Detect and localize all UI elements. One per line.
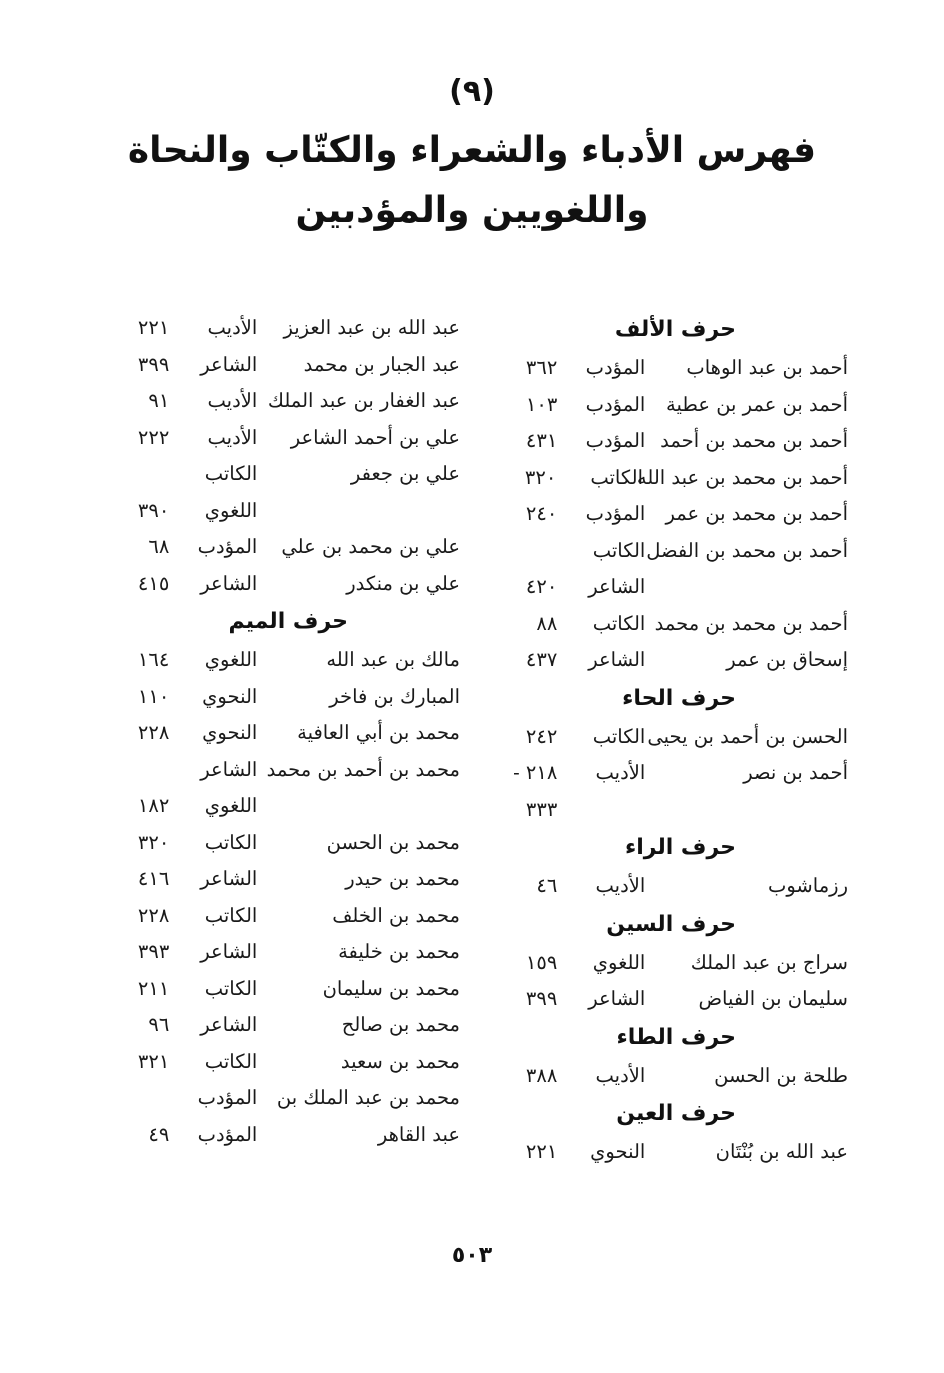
entry-name: عبد الله بن بُنْتَان	[715, 1140, 848, 1163]
entry-name: أحمد بن محمد بن محمد	[654, 611, 848, 635]
entry-name: محمد بن خليفة	[338, 940, 460, 963]
entry-name: أحمد بن عبد الوهاب	[686, 356, 848, 379]
entry-name: رزماشوب	[768, 874, 848, 897]
index-entry	[110, 971, 460, 1008]
entry-role: الشاعر	[200, 940, 258, 963]
index-entry	[110, 825, 460, 862]
entry-role: اللغوي	[204, 498, 258, 522]
entry-role: المؤدب	[585, 502, 646, 525]
entry-role: الأديب	[595, 1063, 646, 1087]
entry-name: أحمد بن محمد بن أحمد	[660, 429, 848, 452]
entry-role: النحوي	[202, 684, 258, 708]
index-entry	[498, 460, 848, 497]
index-entry	[498, 755, 848, 792]
entry-page-ref: ٩٦	[148, 1013, 170, 1036]
entry-role: الشاعر	[588, 648, 646, 671]
entry-role: المؤدب	[197, 1122, 258, 1146]
entry-role: الشاعر	[200, 352, 258, 376]
entry-role: اللغوي	[204, 794, 258, 817]
entry-page-ref: ٢٢٢	[137, 425, 170, 449]
entry-role: الشاعر	[200, 757, 258, 781]
entry-role: الكاتب	[204, 903, 258, 927]
index-entry	[498, 868, 848, 905]
index-entry	[110, 420, 460, 457]
index-entry	[498, 1134, 848, 1171]
entry-page-ref: ٦٨	[148, 535, 170, 558]
index-entry	[110, 566, 460, 603]
entry-page-ref: ٣٢٠	[524, 465, 557, 489]
entry-page-ref: ٤٢٠	[525, 575, 558, 598]
letter-section-heading: حرف الألف	[614, 317, 736, 342]
index-entry	[498, 981, 848, 1018]
entry-page-ref: ٣٢١	[137, 1049, 170, 1073]
index-entry	[110, 1117, 460, 1154]
entry-role: اللغوي	[204, 648, 258, 671]
letter-section-heading: حرف الراء	[624, 835, 736, 860]
page-title-line-1: فهرس الأدباء والشعراء والكتّاب والنحاة	[127, 130, 817, 171]
entry-name: محمد بن سليمان	[322, 976, 460, 1000]
entry-page-ref: ٣٩٩	[525, 987, 558, 1010]
entry-page-ref: ٤٩	[148, 1122, 170, 1146]
entry-role: المؤدب	[197, 1086, 258, 1109]
index-entry	[110, 1007, 460, 1044]
index-entry	[110, 1080, 460, 1117]
entry-name: سليمان بن الفياض	[698, 987, 848, 1010]
entry-name: أحمد بن عمر بن عطية	[666, 392, 848, 416]
index-entry	[498, 642, 848, 679]
entry-page-ref: ٣٩٩	[137, 352, 170, 376]
index-entry	[498, 569, 848, 606]
entry-name: علي بن أحمد الشاعر	[290, 425, 460, 449]
index-entry	[498, 423, 848, 460]
entry-role: الشاعر	[200, 1013, 258, 1036]
index-entry	[498, 1058, 848, 1095]
entry-name: محمد بن صالح	[341, 1013, 460, 1036]
entry-role: المؤدب	[197, 535, 258, 558]
index-entry	[498, 387, 848, 424]
entry-role: الكاتب	[592, 724, 646, 748]
entry-role: الشاعر	[200, 867, 258, 890]
index-entry	[110, 861, 460, 898]
index-entry	[498, 350, 848, 387]
entry-name: محمد بن أبي العافية	[297, 721, 460, 744]
entry-role: الكاتب	[204, 462, 258, 485]
entry-name: أحمد بن محمد بن عمر	[665, 502, 848, 525]
letter-section-heading: حرف الطاء	[616, 1024, 736, 1050]
page-title-line-2: واللغويين والمؤدبين	[295, 190, 649, 231]
entry-role: الكاتب	[592, 611, 646, 635]
entry-name: محمد بن أحمد بن محمد	[266, 757, 460, 781]
section-number: (٩)	[449, 74, 495, 109]
entry-name: محمد بن سعيد	[340, 1049, 460, 1073]
entry-page-ref: ٢٢٨	[137, 903, 170, 927]
entry-role: الأديب	[595, 761, 646, 784]
entry-role: الأديب	[207, 389, 258, 412]
index-entry	[110, 456, 460, 493]
entry-page-ref: ١٨٢	[137, 794, 170, 817]
entry-role: الأديب	[595, 874, 646, 897]
entry-role: الشاعر	[588, 987, 646, 1010]
entry-name: عبد القاهر	[377, 1122, 460, 1146]
entry-name: محمد بن الحسن	[326, 830, 460, 854]
letter-section-heading: حرف الحاء	[622, 685, 736, 711]
entry-page-ref: ٢١٨ -	[513, 761, 558, 784]
entry-page-ref: ١١٠	[137, 684, 170, 708]
index-entry	[110, 529, 460, 566]
index-entry	[110, 679, 460, 716]
index-entry	[498, 533, 848, 570]
index-entry	[110, 347, 460, 384]
entry-page-ref: ٢١١	[137, 976, 170, 1000]
index-entry	[110, 715, 460, 752]
entry-name	[645, 569, 848, 606]
entry-role: النحوي	[202, 721, 258, 744]
entry-page-ref: ٣٦٢	[525, 356, 558, 379]
entry-page-ref	[110, 1080, 173, 1117]
index-entry	[498, 792, 848, 829]
index-entry	[498, 719, 848, 756]
entry-page-ref: ٢٢١	[137, 316, 170, 339]
entry-page-ref: ٣٣٣	[525, 797, 558, 821]
entry-role: النحوي	[590, 1140, 646, 1163]
entry-role: المؤدب	[585, 392, 646, 416]
entry-page-ref: ٤٣٧	[525, 648, 558, 671]
entry-name: محمد بن الخلف	[332, 903, 460, 927]
entry-page-ref	[498, 533, 561, 570]
index-entry	[498, 496, 848, 533]
entry-role: الكاتب	[592, 538, 646, 562]
entry-name: عبد الغفار بن عبد الملك	[267, 389, 460, 412]
index-entry	[110, 788, 460, 825]
entry-page-ref: ٩١	[148, 389, 170, 412]
entry-name: محمد بن حيدر	[345, 867, 460, 890]
entry-role: الشاعر	[200, 571, 258, 595]
entry-page-ref: ٢٤٠	[525, 502, 558, 525]
index-entry	[110, 752, 460, 789]
entry-role: الأديب	[207, 316, 258, 339]
entry-name: المبارك بن فاخر	[329, 684, 460, 708]
entry-page-ref: ١٠٣	[525, 392, 558, 416]
entry-name: أحمد بن نصر	[743, 761, 848, 784]
letter-section-heading: حرف العين	[616, 1101, 736, 1126]
entry-name: الحسن بن أحمد بن يحيى	[647, 724, 848, 748]
letter-section-heading: حرف الميم	[228, 609, 348, 634]
entry-page-ref: ٤١٥	[137, 571, 170, 595]
index-entry	[498, 945, 848, 982]
entry-role: الكاتب	[590, 465, 643, 489]
entry-role: المؤدب	[585, 356, 646, 379]
entry-role: اللغوي	[592, 950, 646, 974]
index-entry	[110, 383, 460, 420]
entry-name	[645, 792, 848, 829]
entry-page-ref	[110, 456, 173, 493]
entry-name: أحمد بن محمد بن الفضل	[646, 538, 848, 562]
entry-page-ref: ٣٩٣	[137, 940, 170, 963]
entry-name: علي بن منكدر	[346, 571, 460, 595]
letter-section-heading: حرف السين	[606, 911, 736, 937]
entry-page-ref: ٤١٦	[137, 867, 170, 890]
entry-name: أحمد بن محمد بن عبد الله	[636, 465, 848, 489]
right-column	[498, 310, 848, 1171]
entry-role: الشاعر	[588, 575, 646, 598]
index-entry	[110, 310, 460, 347]
entry-page-ref: ٢٢٨	[137, 721, 170, 744]
entry-page-ref: ١٦٤	[137, 648, 170, 671]
entry-page-ref: ٢٤٢	[525, 724, 558, 748]
index-entry	[110, 1044, 460, 1081]
entry-name: طلحة بن الحسن	[714, 1063, 848, 1087]
index-entry	[110, 493, 460, 530]
page-number: ٥٠٣	[451, 1243, 493, 1268]
entry-page-ref: ٣٨٨	[525, 1063, 558, 1087]
entry-role: المؤدب	[585, 429, 646, 452]
index-entry	[110, 934, 460, 971]
entry-name: محمد بن عبد الملك بن	[276, 1086, 460, 1109]
entry-role: الكاتب	[204, 1049, 258, 1073]
entry-page-ref: ٤٣١	[525, 429, 558, 452]
entry-page-ref: ٣٩٠	[137, 498, 170, 522]
entry-name	[257, 493, 460, 530]
entry-role: الكاتب	[204, 830, 258, 854]
entry-role: الكاتب	[204, 976, 258, 1000]
entry-name: عبد الجبار بن محمد	[303, 352, 460, 376]
entry-name: سراج بن عبد الملك	[690, 950, 848, 974]
index-entry	[110, 898, 460, 935]
entry-page-ref: ٢٢١	[525, 1140, 558, 1163]
entry-page-ref: ٣٢٠	[137, 830, 170, 854]
entry-page-ref	[110, 752, 173, 789]
index-entry	[498, 606, 848, 643]
entry-role	[561, 792, 645, 829]
entry-name: إسحاق بن عمر	[726, 648, 848, 671]
entry-name: علي بن جعفر	[350, 462, 460, 485]
entry-name: علي بن محمد بن علي	[281, 535, 460, 558]
index-entry	[110, 642, 460, 679]
entry-role: الأديب	[207, 425, 258, 449]
entry-name: مالك بن عبد الله	[326, 648, 460, 671]
entry-page-ref: ٤٦	[536, 874, 558, 897]
entry-name	[257, 788, 460, 825]
left-column	[110, 310, 460, 1153]
entry-page-ref: ١٥٩	[525, 950, 558, 974]
entry-name: عبد الله بن عبد العزيز	[283, 316, 460, 339]
entry-page-ref: ٨٨	[536, 611, 558, 635]
